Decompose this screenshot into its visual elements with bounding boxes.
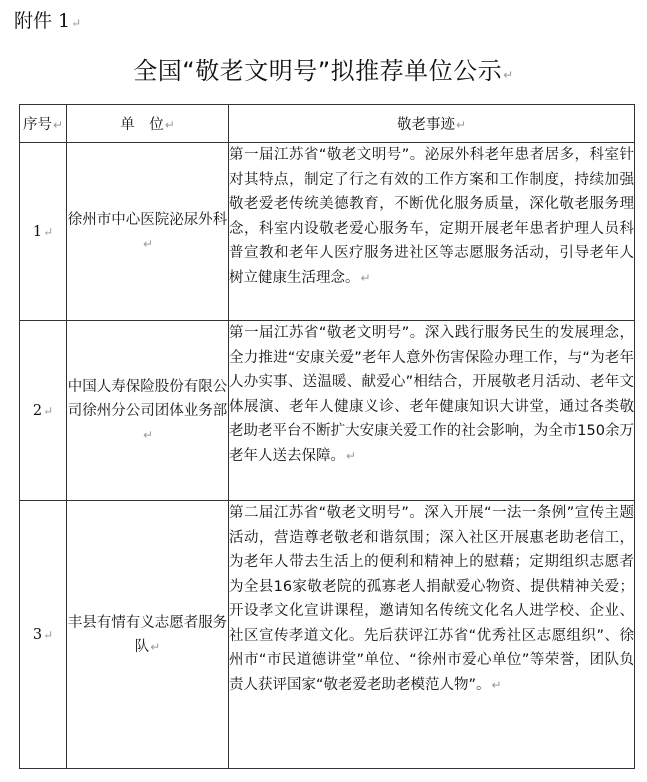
row-deeds: 第二届江苏省“敬老文明号”。深入开展“一法一条例”宣传主题活动，营造尊老敬老和谐氛围；深入社区开展惠老助老信工，为老年人带去生活上的便利和精神上的慰藉；定期组织志愿者为全县16家敬老院的孤寡老人捐献爱心物资、提供精神关爱；开设孝文化宣讲课程，邀请知名传统文化名人进学校、企业、社区宣传孝道文化。先后获评江苏省“优秀社区志愿组织”、徐州市“市民道德讲堂”单位、“徐州市爱心单位”等荣誉，团队负责人获评国家“敬老爱老助老模范人物”。↵ — [229, 501, 635, 769]
paragraph-mark-icon: ↵ — [71, 16, 82, 30]
cell-mark-icon: ↵ — [164, 118, 175, 132]
row-deeds: 第一届江苏省“敬老文明号”。泌尿外科老年患者居多，科室针对其特点，制定了行之有效的工作方案和工作制度，持续加强敬老爱老传统美德教育，不断优化服务质量，深化敬老服务理念，科室内设敬老爱心服务车，定期开展老年患者护理人员科普宣教和老年人医疗服务进社区等志愿服务活动，引导老年人树立健康生活理念。↵ — [229, 143, 635, 321]
row-unit: 中国人寿保险股份有限公司徐州分公司团体业务部↵ — [67, 321, 229, 501]
header-deeds: 敬老事迹↵ — [229, 105, 635, 143]
cell-mark-icon: ↵ — [360, 270, 371, 285]
table-row — [20, 321, 635, 501]
row-unit: 徐州市中心医院泌尿外科↵ — [67, 143, 229, 321]
cell-mark-icon: ↵ — [43, 403, 54, 418]
cell-mark-icon: ↵ — [142, 427, 154, 442]
row-index: 3↵ — [20, 501, 67, 769]
cell-mark-icon: ↵ — [491, 677, 502, 692]
cell-mark-icon: ↵ — [346, 448, 357, 463]
attachment-label: 附件 1↵ — [14, 10, 82, 32]
row-unit: 丰县有情有义志愿者服务队↵ — [67, 501, 229, 769]
table-row — [20, 143, 635, 321]
header-index: 序号↵ — [20, 105, 67, 143]
table-header-row — [20, 105, 635, 143]
row-index: 1↵ — [20, 143, 67, 321]
cell-mark-icon: ↵ — [43, 627, 54, 642]
cell-mark-icon: ↵ — [52, 118, 64, 132]
paragraph-mark-icon: ↵ — [503, 68, 514, 82]
row-deeds: 第一届江苏省“敬老文明号”。深入践行服务民生的发展理念，全力推进“安康关爱”老年人意外伤害保险办理工作，与“为老年人办实事、送温暖、献爱心”相结合，开展敬老月活动、老年文体展演、老年人健康义诊、老年健康知识大讲堂，通过各类敬老助老平台不断扩大安康关爱工作的社会影响，为全市150余万老年人送去保障。↵ — [229, 321, 635, 501]
cell-mark-icon: ↵ — [142, 236, 154, 251]
recommendation-table — [19, 104, 635, 769]
cell-mark-icon: ↵ — [43, 224, 54, 239]
page-title: 全国“敬老文明号”拟推荐单位公示↵ — [133, 57, 514, 85]
cell-mark-icon: ↵ — [150, 639, 161, 654]
table-row — [20, 501, 635, 769]
cell-mark-icon: ↵ — [455, 118, 467, 132]
row-index: 2↵ — [20, 321, 67, 501]
header-unit: 单 位↵ — [67, 105, 229, 143]
